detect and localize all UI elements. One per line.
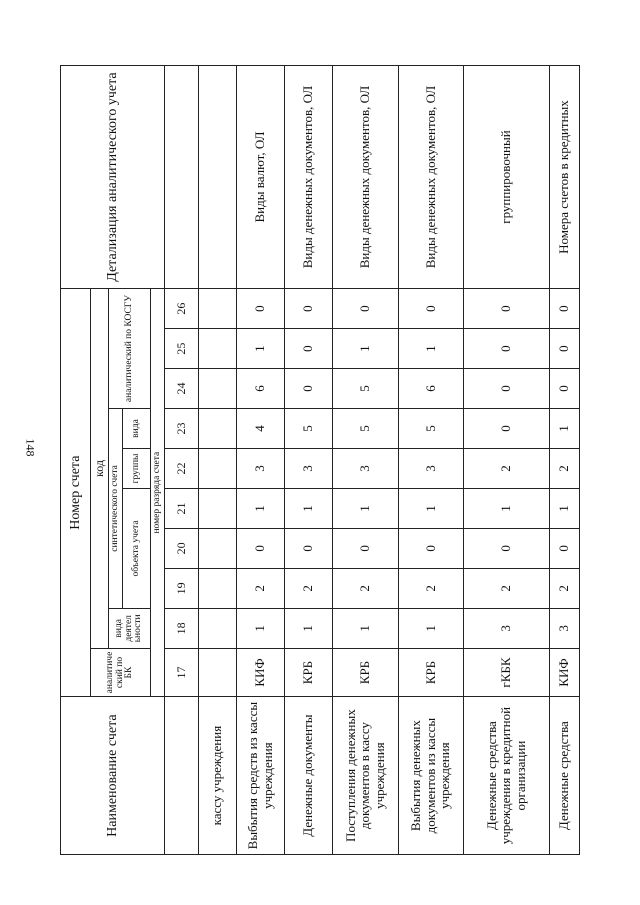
cell: 1 — [464, 488, 550, 528]
header-analytic-bk: аналитиче ский по БК — [91, 648, 151, 696]
cell: 5 — [399, 409, 464, 449]
cell: 1 — [285, 608, 333, 648]
header-activity-type: вида деятел ьности — [109, 608, 151, 648]
rotated-table-container — [60, 65, 575, 855]
cell: 0 — [285, 329, 333, 369]
cell: 0 — [333, 289, 399, 329]
cell: 2 — [237, 568, 285, 608]
cell: 0 — [550, 528, 580, 568]
cell: 0 — [464, 289, 550, 329]
header-digit-number: номер разряда счета — [151, 289, 165, 697]
colnum-19: 19 — [165, 568, 199, 608]
table-row — [199, 66, 237, 855]
cell: 2 — [333, 568, 399, 608]
cell: 0 — [285, 528, 333, 568]
cell: 1 — [333, 608, 399, 648]
table-row — [550, 66, 580, 855]
row-name: Выбытия денежных документов из кассы учреждения — [399, 697, 464, 855]
cell: 2 — [550, 568, 580, 608]
colnum-26: 26 — [165, 289, 199, 329]
row-detail — [199, 66, 237, 289]
colnum-25: 25 — [165, 329, 199, 369]
cell: 1 — [333, 488, 399, 528]
header-account-number: Номер счета — [61, 289, 91, 697]
cell: 3 — [550, 608, 580, 648]
colnum-blank-right — [165, 66, 199, 289]
cell: 1 — [550, 488, 580, 528]
row-name: Денежные средства — [550, 697, 580, 855]
table-row — [237, 66, 285, 855]
cell: 0 — [464, 409, 550, 449]
cell: 0 — [399, 289, 464, 329]
cell: 0 — [285, 289, 333, 329]
header-kind: вида — [123, 409, 151, 449]
header-group: группы — [123, 449, 151, 489]
cell — [199, 488, 237, 528]
cell: 0 — [550, 329, 580, 369]
cell: 1 — [237, 488, 285, 528]
colnum-24: 24 — [165, 369, 199, 409]
accounts-table — [60, 65, 580, 855]
cell — [199, 568, 237, 608]
cell: 0 — [333, 528, 399, 568]
cell: 3 — [237, 449, 285, 489]
header-synthetic: синтетического счета — [109, 409, 123, 609]
cell: 1 — [237, 608, 285, 648]
cell: гКБК — [464, 648, 550, 696]
cell: 0 — [550, 369, 580, 409]
cell: 3 — [399, 449, 464, 489]
cell: 0 — [464, 369, 550, 409]
cell: КИФ — [550, 648, 580, 696]
cell: 1 — [285, 488, 333, 528]
page-number: 148 — [23, 438, 38, 457]
cell: 2 — [550, 449, 580, 489]
header-account-name: Наименование счета — [61, 697, 165, 855]
row-name: Выбытия средств из кассы учреждения — [237, 697, 285, 855]
colnum-blank-left — [165, 697, 199, 855]
cell: 0 — [464, 329, 550, 369]
cell: 3 — [333, 449, 399, 489]
cell: 0 — [464, 528, 550, 568]
cell: 6 — [399, 369, 464, 409]
row-detail: Виды валют, ОЛ — [237, 66, 285, 289]
colnum-22: 22 — [165, 449, 199, 489]
row-detail: Виды денежных документов, ОЛ — [333, 66, 399, 289]
cell: КИФ — [237, 648, 285, 696]
cell: 0 — [237, 528, 285, 568]
cell — [199, 409, 237, 449]
header-object: объекта учета — [123, 488, 151, 608]
row-name: Денежные средства учреждения в кредитной организации — [464, 697, 550, 855]
cell: 5 — [333, 409, 399, 449]
cell — [199, 369, 237, 409]
cell: 1 — [399, 329, 464, 369]
cell: КРБ — [399, 648, 464, 696]
row-name: кассу учреждения — [199, 697, 237, 855]
cell: 1 — [399, 488, 464, 528]
cell — [199, 329, 237, 369]
colnum-17: 17 — [165, 648, 199, 696]
cell: 2 — [464, 568, 550, 608]
row-detail: Виды денежных документов, ОЛ — [285, 66, 333, 289]
cell — [199, 289, 237, 329]
cell: 1 — [550, 409, 580, 449]
row-detail: Номера счетов в кредитных — [550, 66, 580, 289]
cell: 4 — [237, 409, 285, 449]
header-analytic-kosgu: аналитический по КОСГУ — [109, 289, 151, 409]
cell: 1 — [237, 329, 285, 369]
cell — [199, 608, 237, 648]
cell — [199, 528, 237, 568]
colnum-20: 20 — [165, 528, 199, 568]
row-name: Поступления денежных документов в кассу учреждения — [333, 697, 399, 855]
header-code: код — [91, 289, 109, 649]
cell: 2 — [285, 568, 333, 608]
cell: КРБ — [285, 648, 333, 696]
cell: 2 — [399, 568, 464, 608]
cell: 5 — [333, 369, 399, 409]
cell: 0 — [399, 528, 464, 568]
table-row — [333, 66, 399, 855]
header-detail: Детализация аналитического учета — [61, 66, 165, 289]
cell: 3 — [464, 608, 550, 648]
table-row — [464, 66, 550, 855]
cell: 1 — [399, 608, 464, 648]
cell — [199, 449, 237, 489]
cell: 3 — [285, 449, 333, 489]
row-name: Денежные документы — [285, 697, 333, 855]
cell: 0 — [550, 289, 580, 329]
cell: 1 — [333, 329, 399, 369]
colnum-18: 18 — [165, 608, 199, 648]
row-detail: Виды денежных документов, ОЛ — [399, 66, 464, 289]
cell: 5 — [285, 409, 333, 449]
cell: 2 — [464, 449, 550, 489]
table-row — [399, 66, 464, 855]
row-detail: группировочный — [464, 66, 550, 289]
cell — [199, 648, 237, 696]
cell: 0 — [237, 289, 285, 329]
colnum-21: 21 — [165, 488, 199, 528]
colnum-23: 23 — [165, 409, 199, 449]
cell: КРБ — [333, 648, 399, 696]
cell: 6 — [237, 369, 285, 409]
table-row — [285, 66, 333, 855]
cell: 0 — [285, 369, 333, 409]
